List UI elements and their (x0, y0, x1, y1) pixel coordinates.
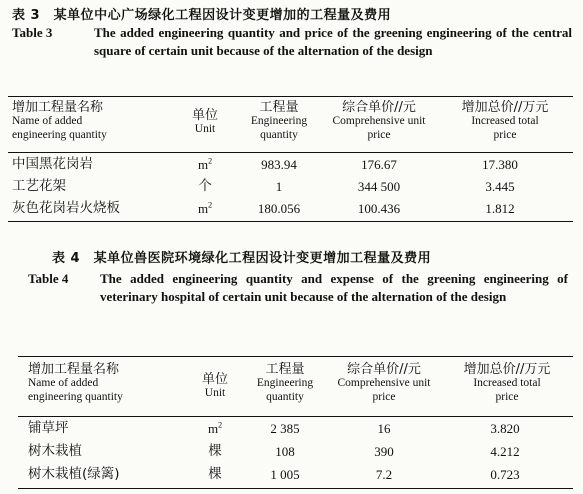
table3-header-total: 增加总价//万元 Increased total price (461, 100, 549, 141)
table3-header-price: 综合单价//元 Comprehensive unit price (332, 100, 426, 141)
table3-row3-qty: 180.056 (257, 201, 301, 216)
table3-row2-price: 344 500 (357, 179, 401, 194)
table3-row3-price: 100.436 (357, 201, 401, 216)
table3-header-qty: 工程量 Engineering quantity (250, 100, 308, 141)
table3-caption-en-text: The added engineering quantity and price of the greening engineering of the central square of certain unit because of the alternation of the design (94, 25, 572, 58)
table4-row3-price: 7.2 (375, 467, 393, 482)
table3-header-name: 增加工程量名称 Name of added engineering quantity (12, 100, 137, 142)
table3-caption-en (12, 24, 572, 80)
table3-row2-unit: 个 (198, 178, 212, 194)
table4-header-rule (18, 416, 573, 417)
table4-row2-qty: 108 (275, 444, 295, 459)
table3-row3-name: 灰色花岗岩火烧板 (12, 200, 120, 216)
table4-row1-unit: $m^2$ (207, 420, 223, 436)
table4-header-price: 综合单价//元 Comprehensive unit price (337, 362, 431, 403)
table4-row3-qty: 1 005 (270, 467, 300, 482)
table4-row1-total: 3.820 (490, 421, 520, 436)
table4-row2-total: 4.212 (490, 444, 520, 459)
table4-header-name-en: Name of added engineering quantity (28, 377, 123, 403)
table3-caption-en-label: Table 3 (12, 25, 53, 40)
table4-caption-zh: 表 4 某单位兽医院环境绿化工程因设计变更增加工程量及费用 (52, 251, 432, 266)
table4-row2-name: 树木栽植 (28, 443, 82, 459)
table4-header-name: 增加工程量名称 Name of added engineering quantity (28, 362, 153, 404)
table4-row2-unit: 棵 (208, 443, 222, 459)
table4-header-total: 增加总价//万元 Increased total price (463, 362, 551, 403)
table4-row1-price: 16 (377, 421, 391, 436)
table3-caption-zh: 表 3 某单位中心广场绿化工程因设计变更增加的工程量及费用 (12, 8, 392, 23)
table4-row2-price: 390 (374, 444, 394, 459)
table3-top-rule (8, 96, 573, 97)
table3-header-unit: 单位 Unit (191, 108, 218, 135)
table3-row1-qty: 983.94 (261, 157, 297, 172)
table4-row1-qty: 2 385 (270, 421, 300, 436)
table3-row2-name: 工艺花架 (12, 178, 66, 194)
table3-row2-qty: 1 (275, 179, 283, 194)
table3-row1-total: 17.380 (482, 157, 518, 172)
table3-header-name-en: Name of added engineering quantity (12, 115, 107, 141)
table4-caption-en (28, 270, 568, 326)
table4-caption-en-text: The added engineering quantity and expense of the greening engineering of veterinary hospital of certain unit because of the alternation of the design (100, 271, 568, 304)
table3-row1-price: 176.67 (361, 157, 397, 172)
table3-row2-total: 3.445 (485, 179, 515, 194)
table3-row3-unit: $m^2$ (197, 200, 213, 216)
table3-row1-unit: $m^2$ (197, 156, 213, 172)
table4-bottom-rule (18, 488, 573, 489)
table4-row3-total: 0.723 (490, 467, 520, 482)
table4-row3-unit: 棵 (208, 466, 222, 482)
table4-row1-name: 铺草坪 (28, 420, 69, 436)
table4-header-qty: 工程量 Engineering quantity (256, 362, 314, 403)
table4-header-unit: 单位 Unit (201, 372, 228, 399)
table4-row3-name: 树木栽植(绿篱) (28, 466, 120, 482)
table3-row3-total: 1.812 (485, 201, 515, 216)
table3-row1-name: 中国黑花岗岩 (12, 156, 93, 172)
table3-bottom-rule (8, 221, 573, 222)
table3-header-rule (8, 152, 573, 153)
table4-caption-en-label: Table 4 (28, 271, 69, 286)
table4-top-rule (18, 356, 573, 357)
